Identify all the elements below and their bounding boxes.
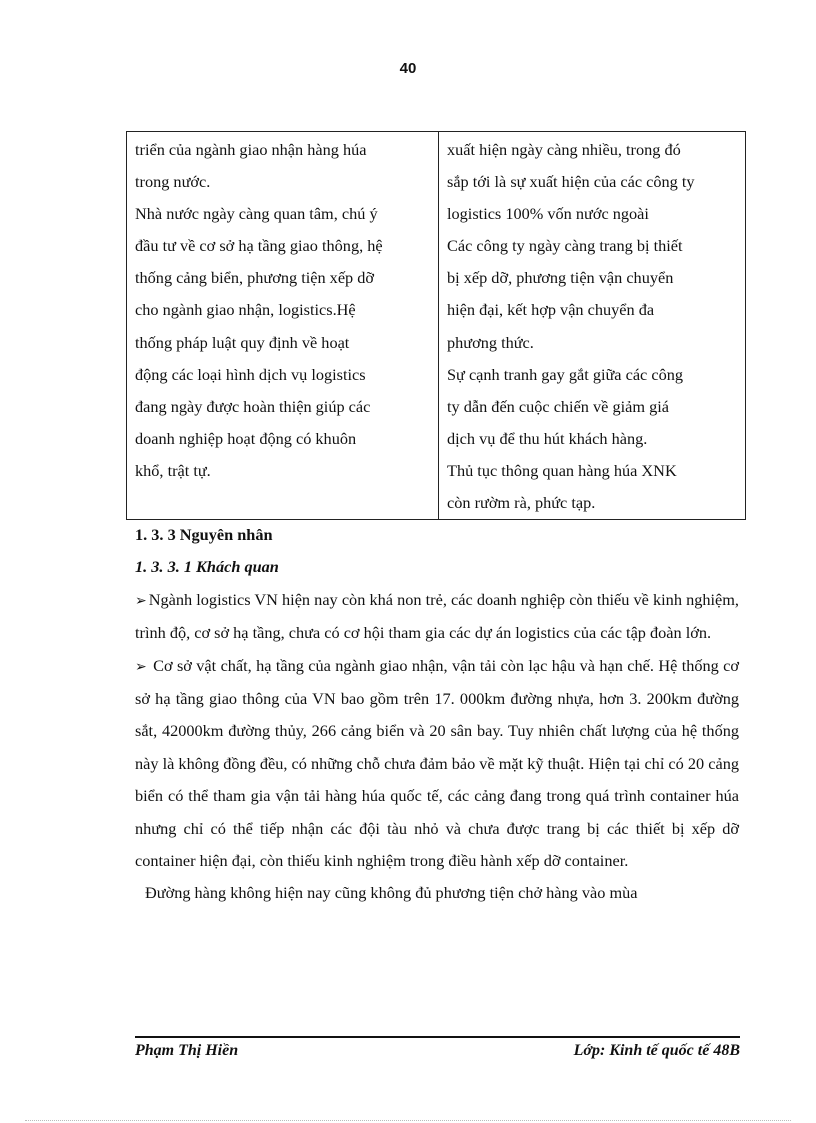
bullet-paragraph — [135, 584, 739, 650]
table-line: Nhà nước ngày càng quan tâm, chú ý — [135, 204, 378, 224]
table-line: đang ngày được hoàn thiện giúp các — [135, 396, 371, 416]
bullet-text: Cơ sở vật chất, hạ tầng của ngành giao nhận, vận tải còn lạc hậu và hạn chế. Hệ thống cơ sở hạ tầng giao thông của VN bao gồm trên 17. 000km đường nhựa, hơn 3. 200km đường sắt, 42000km đường thủy, 266 cảng biển và 20 sân bay. Tuy nhiên chất lượng của hệ thống này là không đồng đều, có những chỗ chưa đảm bảo về mặt kỹ thuật. Hiện tại chỉ có 20 cảng biển có thể tham gia vận tải hàng húa quốc tế, các cảng đang trong quá trình container húa nhưng chỉ có thể tiếp nhận các đội tàu nhỏ và chưa được trang bị các thiết bị xếp dỡ container hiện đại, còn thiếu kinh nghiệm trong điều hành xếp dỡ container. — [135, 655, 739, 871]
table-line: doanh nghiệp hoạt động có khuôn — [135, 428, 357, 448]
table-line: trong nước. — [135, 172, 211, 192]
table-line: Thủ tục thông quan hàng húa XNK — [447, 460, 677, 480]
table-line: động các loại hình dịch vụ logistics — [135, 364, 366, 384]
subsection-heading: 1. 3. 3. 1 Khách quan — [135, 557, 279, 577]
table-line: phương thức. — [447, 332, 534, 352]
table-line: còn rườm rà, phức tạp. — [447, 493, 596, 513]
arrow-bullet-icon: ➢ — [135, 658, 147, 675]
table-line: đầu tư về cơ sở hạ tầng giao thông, hệ — [135, 236, 383, 256]
table-line: thống cảng biển, phương tiện xếp dỡ — [135, 268, 375, 288]
table-line: hiện đại, kết hợp vận chuyển đa — [447, 300, 655, 320]
arrow-bullet-icon: ➢ — [135, 592, 147, 609]
body-text — [135, 519, 739, 910]
table-line: dịch vụ để thu hút khách hàng. — [447, 428, 648, 448]
section-heading: 1. 3. 3 Nguyên nhân — [135, 525, 273, 544]
table-row — [127, 132, 746, 520]
bullet-text: Ngành logistics VN hiện nay còn khá non trẻ, các doanh nghiệp còn thiếu về kinh nghiệm, trình độ, cơ sở hạ tầng, chưa có cơ hội tham gia các dự án logistics của các tập đoàn lớn. — [135, 589, 739, 643]
paragraph: Đường hàng không hiện nay cũng không đủ phương tiện chở hàng vào mùa — [145, 883, 638, 903]
table-cell-left — [127, 132, 439, 520]
footer-divider — [135, 1036, 740, 1038]
table-line: Các công ty ngày càng trang bị thiết — [447, 236, 683, 256]
comparison-table — [126, 131, 746, 520]
table-cell-right — [439, 132, 746, 520]
table-line: cho ngành giao nhận, logistics.Hệ — [135, 300, 356, 320]
page-number: 40 — [399, 60, 417, 77]
table-line: khổ, trật tự. — [135, 460, 211, 480]
table-line: Sự cạnh tranh gay gắt giữa các công — [447, 364, 683, 384]
table-line: xuất hiện ngày càng nhiều, trong đó — [447, 140, 681, 159]
table-line: ty dẫn đến cuộc chiến về giảm giá — [447, 396, 669, 416]
table-line: sắp tới là sự xuất hiện của các công ty — [447, 172, 695, 192]
table-line: triển của ngành giao nhận hàng húa — [135, 140, 367, 159]
bullet-paragraph — [135, 650, 739, 878]
page-edge-divider — [25, 1120, 791, 1121]
table-line: thống pháp luật quy định về hoạt — [135, 332, 350, 352]
table-line: logistics 100% vốn nước ngoài — [447, 204, 649, 224]
table-line: bị xếp dỡ, phương tiện vận chuyển — [447, 268, 674, 288]
footer-author: Phạm Thị Hiền — [135, 1042, 239, 1059]
footer-class: Lớp: Kinh tế quốc tế 48B — [573, 1042, 740, 1059]
